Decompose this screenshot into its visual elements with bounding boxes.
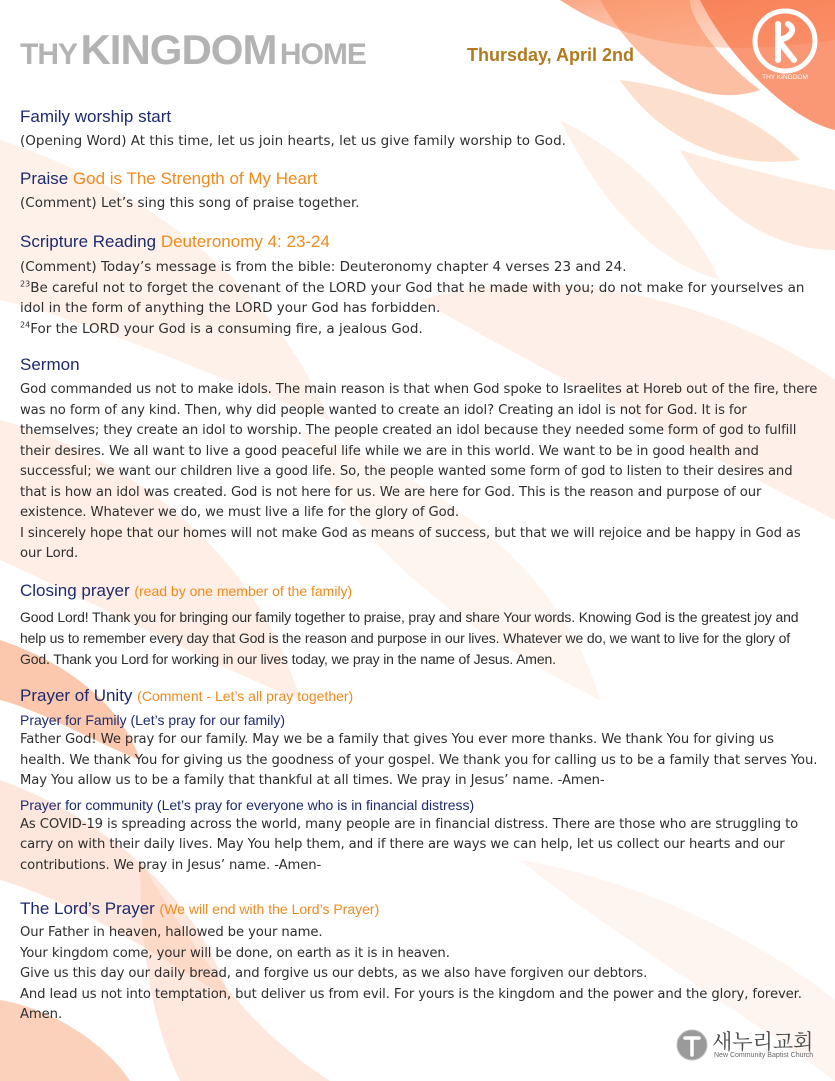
worship-heading: Family worship start: [20, 107, 172, 126]
title-kingdom: KINGDOM: [80, 26, 277, 73]
title-home: HOME: [279, 38, 366, 71]
worship-text: (Opening Word) At this time, let us join hearts, let us give family worship to God.: [20, 133, 566, 149]
sermon-section: [20, 354, 820, 565]
lords-prayer-line: Our Father in heaven, hallowed be your name.: [20, 925, 323, 940]
closing-prayer-section: [20, 580, 820, 670]
verse-24-text: For the LORD your God is a consuming fire, a jealous God.: [30, 320, 423, 337]
logo-ring-text: THY KINGDOM: [762, 74, 808, 81]
closing-text: Good Lord! Thank you for bringing our family together to praise, pray and share Your words. Knowing God is the greatest joy and help us to remember every day that God is the reason and purpose in our lives. Whatever we do, we want to live for the glory of God. Thank you Lord for working in our lives today, we pray in the name of Jesus. Amen.: [20, 609, 799, 667]
church-name-korean: 새누리교회: [712, 1030, 814, 1054]
scripture-comment: (Comment) Today’s message is from the bible: Deuteronomy chapter 4 verses 23 and 24.: [20, 259, 627, 275]
family-prayer-text: Father God! We pray for our family. May we be a family that gives You ever more thanks. We thank You for giving us health. We thank You for giving us the goodness of your gospel. We thank you for calling us to be a family that serves You. May You allow us to be a family that thankful at all times. We pray in Jesus’ name. -Amen-: [20, 732, 818, 788]
praise-heading: [20, 168, 820, 190]
lords-prayer-line: Give us this day our daily bread, and forgive us our debts, as we also have forgiven our debtors.: [20, 966, 648, 981]
lords-prayer-label: The Lord’s Prayer: [20, 899, 155, 918]
praise-text: (Comment) Let’s sing this song of praise together.: [20, 195, 360, 211]
church-logo: [676, 1026, 826, 1066]
verse-24-number: 24: [20, 320, 31, 329]
scripture-section: [20, 231, 820, 339]
family-prayer-heading: Prayer for Family (Let’s pray for our family): [20, 712, 286, 728]
sermon-paragraph-1: God commanded us not to make idols. The main reason is that when God spoke to Israelites at Horeb out of the fire, there was no form of any kind. Then, why did people wanted to create an idol? Creating an idol is not for God. It is for themselves; they create an idol to worship. The people created an idol because they needed some form of god to fulfill their desires. We all want to live a good peaceful life while we are in this world. We want to be in good health and successful; we want our children live a good life. So, the people wanted some form of god to listen to their desires and that is how an idol was created. God is not here for us. We are here for God. This is the reason and purpose of our existence. Whatever we do, we must live a life for the glory of God.: [20, 382, 818, 520]
lords-prayer-line: And lead us not into temptation, but deliver us from evil. For yours is the kingdom and the power and the glory, forever. Amen.: [20, 986, 802, 1022]
church-logo-icon: [676, 1029, 708, 1061]
scripture-reference: Deuteronomy 4: 23-24: [160, 232, 330, 251]
lords-prayer-heading: [20, 898, 820, 920]
praise-label: Praise: [20, 169, 69, 188]
lords-prayer-note: (We will end with the Lord’s Prayer): [159, 901, 380, 917]
praise-section: [20, 168, 820, 214]
unity-section: [20, 685, 820, 876]
praise-song-title: God is The Strength of My Heart: [72, 169, 318, 188]
closing-label: Closing prayer: [20, 581, 130, 600]
scripture-heading: [20, 231, 820, 253]
unity-heading: [20, 685, 820, 707]
unity-note: (Comment - Let’s all pray together): [137, 688, 354, 704]
sermon-paragraph-2: I sincerely hope that our homes will not make God as means of success, but that we will rejoice and be happy in God as our Lord.: [20, 525, 801, 561]
closing-heading: [20, 580, 820, 602]
church-name-english: New Community Baptist Church: [714, 1052, 814, 1059]
title-thy: THY: [20, 38, 77, 71]
date-label: Thursday, April 2nd: [467, 45, 635, 65]
verse-24: [20, 319, 820, 340]
unity-label: Prayer of Unity: [20, 686, 133, 705]
scripture-label: Scripture Reading: [20, 232, 157, 251]
verse-23: [20, 278, 820, 319]
lords-prayer-section: [20, 898, 820, 1026]
worship-section: [20, 106, 820, 152]
verse-23-number: 23: [20, 279, 31, 288]
verse-23-text: Be careful not to forget the covenant of the LORD your God that he made with you; do not make for yourselves an idol in the form of anything the LORD your God has forbidden.: [20, 279, 805, 316]
sermon-heading: Sermon: [20, 355, 80, 374]
community-prayer-heading: Prayer for community (Let’s pray for everyone who is in financial distress): [20, 796, 475, 813]
closing-note: (read by one member of the family): [134, 583, 353, 599]
page-title: [20, 26, 366, 74]
community-prayer-text: As COVID-19 is spreading across the world, many people are in financial distress. There are those who are struggling to carry on with their daily lives. May You help them, and if there are ways we can help, let us collect our hearts and our contributions. We pray in Jesus’ name. -Amen-: [20, 816, 799, 873]
lords-prayer-line: Your kingdom come, your will be done, on earth as it is in heaven.: [20, 945, 450, 961]
thy-kingdom-logo-icon: [748, 4, 822, 82]
